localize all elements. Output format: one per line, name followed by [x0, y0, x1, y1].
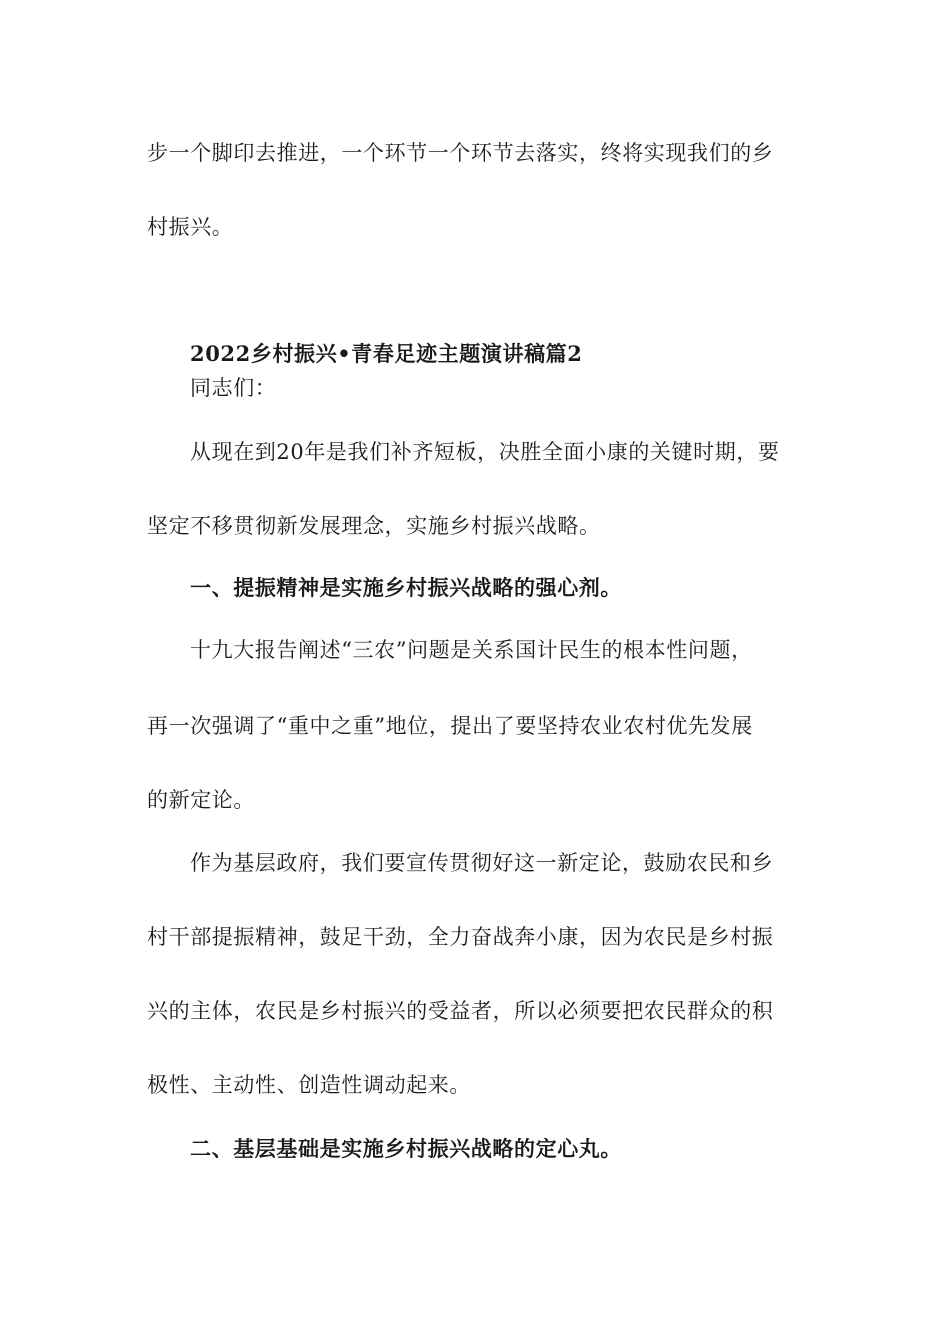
body-text-line: 步一个脚印去推进，一个环节一个环节去落实，终将实现我们的乡: [147, 141, 774, 165]
body-text-line: 村振兴。: [147, 215, 234, 239]
body-text-line: 十九大报告阐述“三农”问题是关系国计民生的根本性问题，: [190, 638, 753, 662]
body-text-line: 坚定不移贯彻新发展理念，实施乡村振兴战略。: [147, 514, 601, 538]
subheading-2: 二、基层基础是实施乡村振兴战略的定心丸。: [190, 1136, 622, 1161]
body-text-line: 极性、主动性、创造性调动起来。: [147, 1073, 471, 1097]
body-text-line: 的新定论。: [147, 788, 255, 812]
section-title: 2022乡村振兴•青春足迹主题演讲稿篇2: [190, 341, 583, 366]
body-text-line: 村干部提振精神，鼓足干劲，全力奋战奔小康，因为农民是乡村振: [147, 925, 774, 949]
subheading-1: 一、提振精神是实施乡村振兴战略的强心剂。: [190, 575, 622, 600]
salutation: 同志们：: [190, 376, 277, 400]
body-text-line: 从现在到20年是我们补齐短板，决胜全面小康的关键时期，要: [190, 440, 780, 464]
body-text-line: 作为基层政府，我们要宣传贯彻好这一新定论，鼓励农民和乡: [190, 851, 774, 875]
body-text-line: 再一次强调了“重中之重”地位，提出了要坚持农业农村优先发展: [147, 714, 753, 738]
body-text-line: 兴的主体，农民是乡村振兴的受益者，所以必须要把农民群众的积: [147, 999, 774, 1023]
